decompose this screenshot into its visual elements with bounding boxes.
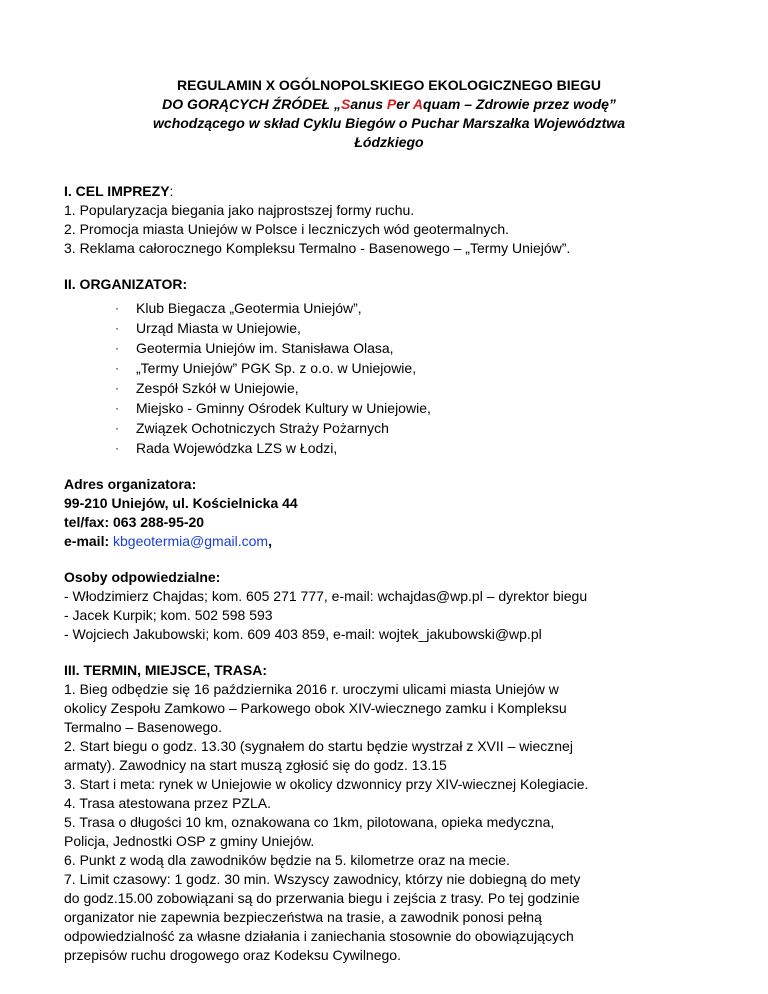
text-line: 4. Trasa atestowana przez PZLA. xyxy=(64,795,271,811)
text-line: do godz.15.00 zobowiązani są do przerwania biegu i zejścia z trasy. Po tej godzinie xyxy=(64,890,580,906)
text-line: Policja, Jednostki OSP z gminy Uniejów. xyxy=(64,833,315,849)
address-street: 99-210 Uniejów, ul. Kościelnicka 44 xyxy=(64,495,298,511)
bullet-icon: · xyxy=(115,361,119,375)
list-item: · Urząd Miasta w Uniejowie, xyxy=(115,320,301,336)
bullet-icon: · xyxy=(115,321,119,335)
bullet-icon: · xyxy=(115,401,119,415)
text-line: okolicy Zespołu Zamkowo – Parkowego obok XIV-wiecznego zamku i Kompleksu xyxy=(64,700,567,716)
list-item: - Jacek Kurpik; kom. 502 598 593 xyxy=(64,607,273,623)
list-item: - Włodzimierz Chajdas; kom. 605 271 777, e-mail: wchajdas@wp.pl – dyrektor biegu xyxy=(64,588,588,604)
list-item: · Geotermia Uniejów im. Stanisława Olasa, xyxy=(115,340,394,356)
list-item: · Zespół Szkół w Uniejowie, xyxy=(115,380,299,396)
list-item: · Klub Biegacza „Geotermia Uniejów”, xyxy=(115,300,362,316)
email-link[interactable]: kbgeotermia@gmail.com xyxy=(113,533,269,549)
document-title xyxy=(64,76,714,152)
bullet-icon: · xyxy=(115,421,119,435)
text-line: 5. Trasa o długości 10 km, oznakowana co 1km, pilotowana, opieka medyczna, xyxy=(64,814,555,830)
highlight-letter-p: P xyxy=(386,96,397,112)
text-line: odpowiedzialność za własne działania i zaniechania stosownie do obowiązujących xyxy=(64,928,574,944)
list-item: - Wojciech Jakubowski; kom. 609 403 859, e-mail: wojtek_jakubowski@wp.pl xyxy=(64,626,542,642)
section-termin-miejsce-trasa xyxy=(64,661,714,965)
list-item: · Miejsko - Gminny Ośrodek Kultury w Uniejowie, xyxy=(115,400,431,416)
text-line: organizator nie zapewnia bezpieczeństwa na trasie, a zawodnik ponosi pełną xyxy=(64,909,542,925)
bullet-icon: · xyxy=(115,341,119,355)
list-item: 1. Popularyzacja biegania jako najprostszej formy ruchu. xyxy=(64,202,415,218)
section-organizator xyxy=(64,275,714,458)
section-heading: I. CEL IMPREZY: xyxy=(64,183,174,199)
text-line: 6. Punkt z wodą dla zawodników będzie na 5. kilometrze oraz na mecie. xyxy=(64,852,510,868)
organizer-list xyxy=(64,298,714,458)
text-line: armaty). Zawodnicy na start muszą zgłosić się do godz. 13.15 xyxy=(64,757,447,773)
title-line-3: wchodzącego w skład Cyklu Biegów o Puchar Marszałka Województwa xyxy=(153,115,625,131)
list-item: · Rada Wojewódzka LZS w Łodzi, xyxy=(115,440,338,456)
section-heading: II. ORGANIZATOR: xyxy=(64,276,188,292)
responsible-persons xyxy=(64,568,714,644)
bullet-icon: · xyxy=(115,301,119,315)
list-item: 2. Promocja miasta Uniejów w Polsce i leczniczych wód geotermalnych. xyxy=(64,221,510,237)
text-line: 2. Start biegu o godz. 13.30 (sygnałem do startu będzie wystrzał z XVII – wiecznej xyxy=(64,738,573,754)
section-heading: III. TERMIN, MIEJSCE, TRASA: xyxy=(64,662,268,678)
list-item: · „Termy Uniejów” PGK Sp. z o.o. w Uniejowie, xyxy=(115,360,417,376)
address-phone: tel/fax: 063 288-95-20 xyxy=(64,514,205,530)
title-line-2: DO GORĄCYCH ŹRÓDEŁ „Sanus Per Aquam – Zdrowie przez wodę” xyxy=(162,96,616,112)
text-line: przepisów ruchu drogowego oraz Kodeksu Cywilnego. xyxy=(64,947,401,963)
organizer-address xyxy=(64,475,714,551)
section-heading: Osoby odpowiedzialne: xyxy=(64,569,221,585)
title-line-4: Łódzkiego xyxy=(354,134,424,150)
section-cel-imprezy xyxy=(64,182,714,258)
text-line: 7. Limit czasowy: 1 godz. 30 min. Wszyscy zawodnicy, którzy nie dobiegną do mety xyxy=(64,871,581,887)
text-line: 3. Start i meta: rynek w Uniejowie w okolicy dzwonnicy przy XIV-wiecznej Kolegiacie. xyxy=(64,776,589,792)
bullet-icon: · xyxy=(115,381,119,395)
text-line: 1. Bieg odbędzie się 16 października 2016 r. uroczymi ulicami miasta Uniejów w xyxy=(64,681,559,697)
list-item: · Związek Ochotniczych Straży Pożarnych xyxy=(115,420,389,436)
highlight-letter-a: A xyxy=(412,96,423,112)
document-page xyxy=(64,76,714,965)
highlight-letter-s: S xyxy=(340,96,351,112)
address-heading: Adres organizatora: xyxy=(64,476,197,492)
title-line-1: REGULAMIN X OGÓLNOPOLSKIEGO EKOLOGICZNEGO BIEGU xyxy=(177,77,601,93)
address-email: e-mail: kbgeotermia@gmail.com, xyxy=(64,533,272,549)
text-line: Termalno – Basenowego. xyxy=(64,719,222,735)
bullet-icon: · xyxy=(115,441,119,455)
list-item: 3. Reklama całorocznego Kompleksu Termalno - Basenowego – „Termy Uniejów”. xyxy=(64,240,571,256)
